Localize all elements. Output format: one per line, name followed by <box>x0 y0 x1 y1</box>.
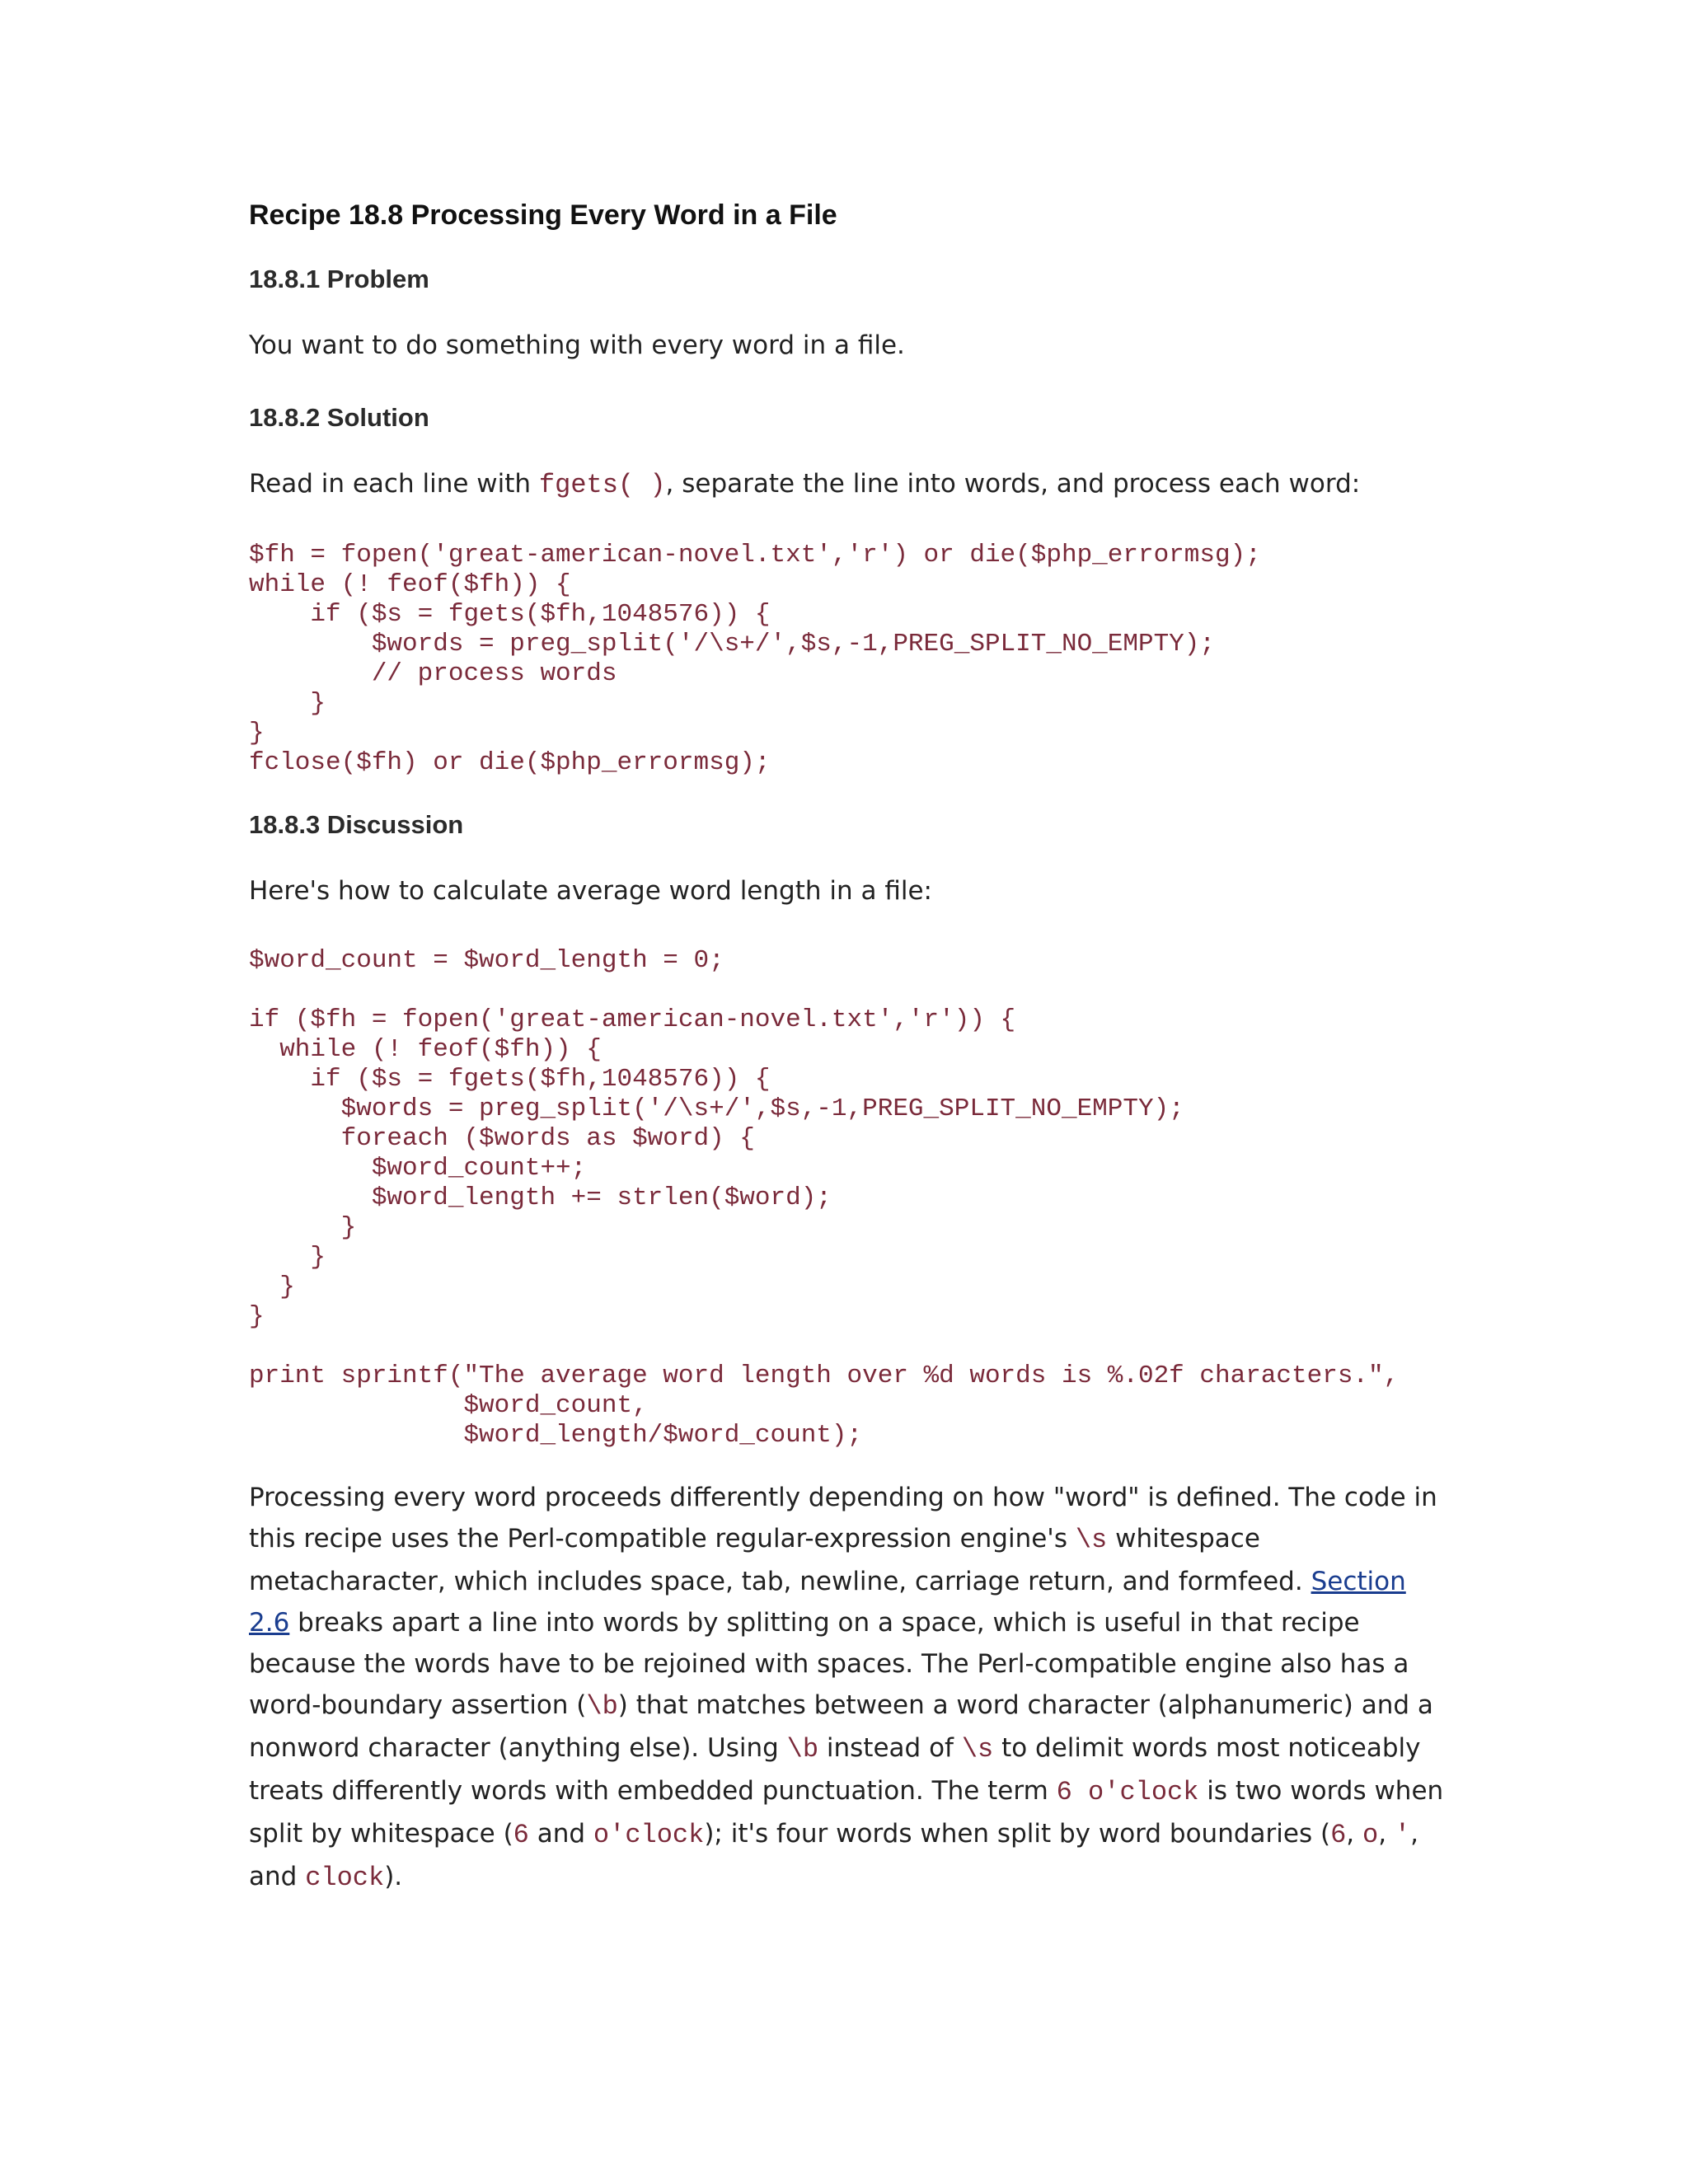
para-text: , <box>1378 1819 1395 1849</box>
inline-code: \b <box>586 1691 618 1722</box>
para-text: ). <box>384 1862 403 1891</box>
solution-text-after: , separate the line into words, and process each word: <box>665 469 1361 499</box>
para-text: to delimit words most noticeably treats differently words with embedded punctuation. The term <box>249 1733 1421 1806</box>
inline-code: 6 <box>1330 1820 1347 1850</box>
discussion-code-print: print sprintf("The average word length over %d words is %.02f characters.", $word_count, $word_length/$word_count); <box>249 1361 1400 1450</box>
inline-code: 6 <box>513 1820 529 1850</box>
recipe-title: Recipe 18.8 Processing Every Word in a File <box>249 199 837 231</box>
inline-code: \s <box>1075 1525 1108 1555</box>
inline-code: o <box>1362 1820 1379 1850</box>
fgets-inline-code: fgets( ) <box>538 470 666 500</box>
para-text: is two words when split by whitespace ( <box>249 1776 1444 1849</box>
para-text: Processing every word proceeds differently depending on how "word" is defined. The code in this recipe uses the Perl-compatible regular-expression engine's <box>249 1483 1437 1554</box>
inline-code: \s <box>961 1734 994 1765</box>
para-text: breaks apart a line into words by splitting on a space, which is useful in that recipe because the words have to be rejoined with spaces. The Perl-compatible engine also has a word-boundary assertion ( <box>249 1608 1409 1720</box>
para-text: and <box>528 1819 593 1849</box>
solution-code-block: $fh = fopen('great-american-novel.txt','r') or die($php_errormsg); while (! feof($fh)) { if ($s = fgets($fh,1048576)) { $words = preg_split('/\s+/',$s,-1,PREG_SPLIT_NO_EMPTY); // process words } } fclose($fh) or die($php_errormsg); <box>249 541 1261 777</box>
para-text: , <box>1346 1819 1362 1849</box>
para-text: , and <box>249 1819 1418 1891</box>
para-text: ); it's four words when split by word boundaries ( <box>704 1819 1331 1849</box>
para-text: instead of <box>818 1733 962 1763</box>
discussion-heading: 18.8.3 Discussion <box>249 810 464 839</box>
discussion-code-init: $word_count = $word_length = 0; <box>249 946 724 975</box>
solution-text <box>249 463 1452 506</box>
section-2-6-link[interactable]: Section 2.6 <box>249 1567 1406 1638</box>
solution-heading: 18.8.2 Solution <box>249 403 429 432</box>
problem-text: You want to do something with every word in a file. <box>249 330 905 360</box>
inline-code: ' <box>1394 1820 1411 1850</box>
inline-code: 6 o'clock <box>1056 1777 1199 1807</box>
para-text: ) that matches between a word character (alphanumeric) and a nonword character (anything else). Using <box>249 1690 1433 1763</box>
inline-code: o'clock <box>593 1820 705 1850</box>
discussion-paragraph <box>249 1477 1452 1899</box>
problem-heading: 18.8.1 Problem <box>249 265 429 293</box>
discussion-intro: Here's how to calculate average word length in a file: <box>249 876 932 906</box>
discussion-code-loop: if ($fh = fopen('great-american-novel.txt','r')) { while (! feof($fh)) { if ($s = fgets($fh,1048576)) { $words = preg_split('/\s+/',$s,-1,PREG_SPLIT_NO_EMPTY); foreach ($words as $word) { $word_count++; $word_length += strlen($word); } } } } <box>249 1005 1184 1331</box>
document-page <box>249 190 1452 1899</box>
para-text: whitespace metacharacter, which includes space, tab, newline, carriage return, and formfeed. <box>249 1524 1311 1596</box>
inline-code: \b <box>786 1734 819 1765</box>
solution-text-before: Read in each line with <box>249 469 539 499</box>
inline-code: clock <box>305 1863 385 1893</box>
